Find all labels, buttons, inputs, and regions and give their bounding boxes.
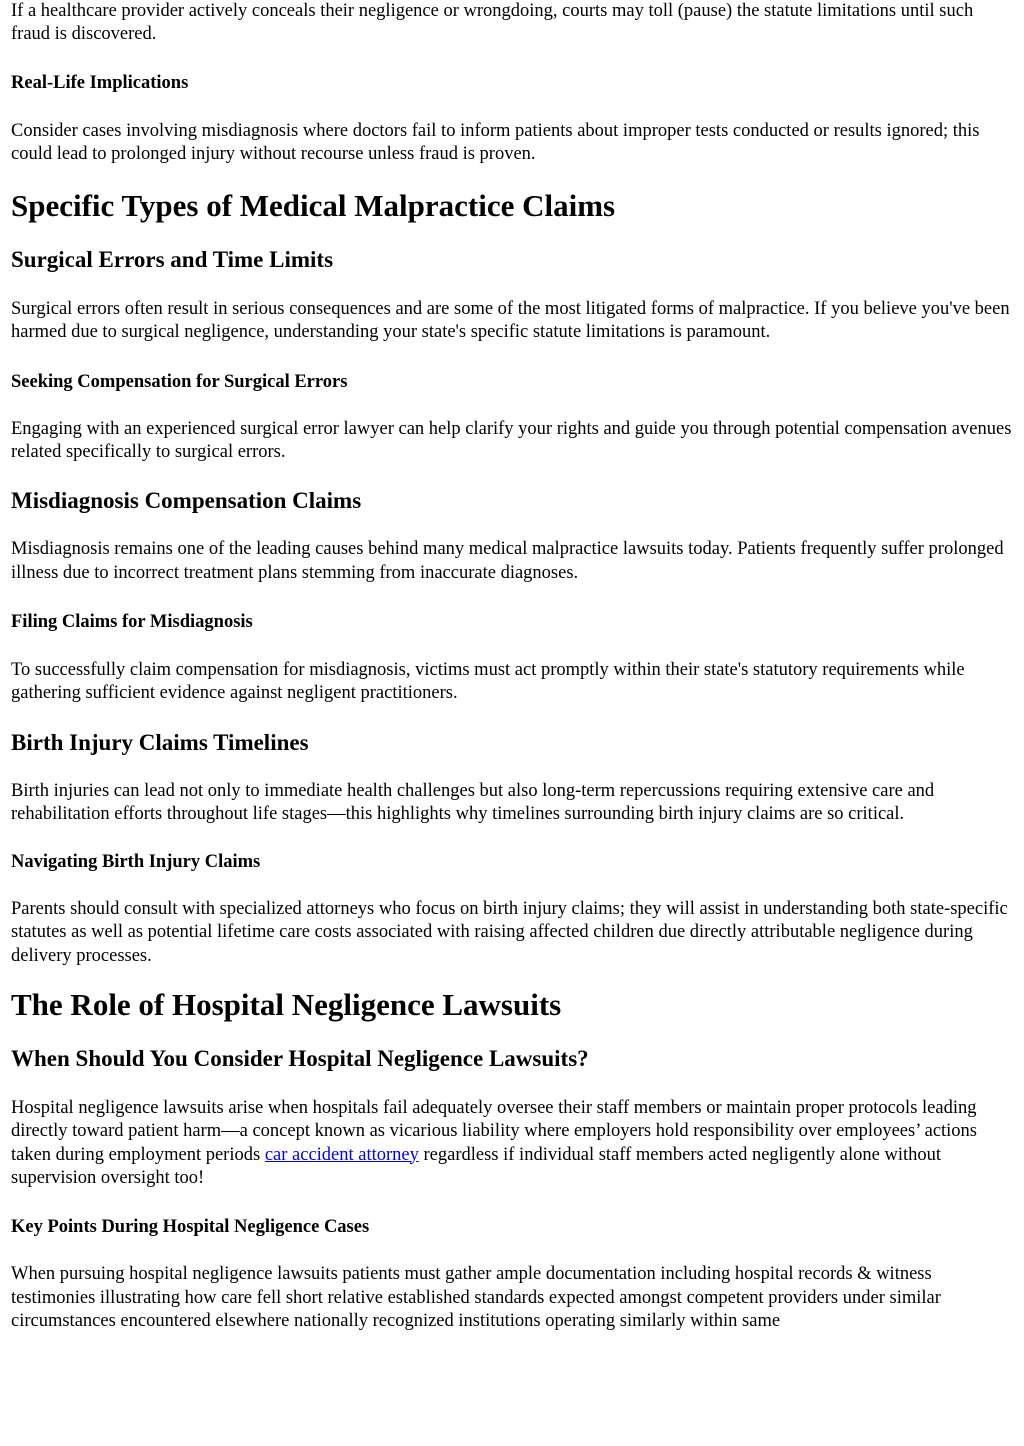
key-points-heading: Key Points During Hospital Negligence Cases <box>11 1217 370 1238</box>
specific-types-heading: Specific Types of Medical Malpractice Claims <box>11 188 616 224</box>
misdiagnosis-paragraph: Misdiagnosis remains one of the leading causes behind many medical malpractice lawsuits today. Patients frequently suffer prolonged illness due to incorrect treatment plans stemming from inaccurate diagnoses. <box>11 539 1004 583</box>
when-to-consider-heading: When Should You Consider Hospital Negligence Lawsuits? <box>11 1046 589 1072</box>
surgical-errors-paragraph: Surgical errors often result in serious consequences and are some of the most litigated forms of malpractice. If you believe you've been harmed due to surgical negligence, understanding your state's specific statute limitations is paramount. <box>11 299 1010 343</box>
real-life-heading: Real-Life Implications <box>11 72 189 93</box>
navigating-birth-injury-paragraph: Parents should consult with specialized attorneys who focus on birth injury claims; they will assist in understanding both state-specific statutes as well as potential lifetime care costs associated with raising affected children due directly attributable negligence during delivery processes. <box>11 899 1008 966</box>
seeking-compensation-paragraph: Engaging with an experienced surgical error lawyer can help clarify your rights and guide you through potential compensation avenues related specifically to surgical errors. <box>11 418 1012 463</box>
birth-injury-heading: Birth Injury Claims Timelines <box>11 729 309 755</box>
navigating-birth-injury-heading: Navigating Birth Injury Claims <box>11 852 261 873</box>
when-paragraph-text-before-link: Hospital negligence lawsuits arise when hospitals fail adequately oversee their staff members or maintain proper protocols leading directly toward patient harm—a concept known as vicarious liability where employers hold responsibility over employees’ actions taken during employment periods <box>11 1098 978 1165</box>
when-to-consider-paragraph <box>11 1097 1012 1190</box>
filing-claims-heading: Filing Claims for Misdiagnosis <box>11 611 253 632</box>
key-points-paragraph: When pursuing hospital negligence lawsuits patients must gather ample documentation including hospital records & witness testimonies illustrating how care fell short relative established standards expected amongst competent providers under similar circumstances encountered elsewhere nationally recognized institutions operating similarly within same <box>11 1264 941 1331</box>
car-accident-attorney-link[interactable]: car accident attorney <box>264 1144 419 1165</box>
when-paragraph-text-after-link: regardless if individual staff members acted negligently alone without supervision oversight too! <box>11 1144 942 1188</box>
intro-paragraph: If a healthcare provider actively conceals their negligence or wrongdoing, courts may toll (pause) the statute limitations until such fraud is discovered. <box>11 1 974 45</box>
misdiagnosis-heading: Misdiagnosis Compensation Claims <box>11 488 362 514</box>
filing-claims-paragraph: To successfully claim compensation for misdiagnosis, victims must act promptly within their state's statutory requirements while gathering sufficient evidence against negligent practitioners. <box>11 659 965 704</box>
hospital-negligence-heading: The Role of Hospital Negligence Lawsuits <box>11 987 562 1023</box>
seeking-compensation-heading: Seeking Compensation for Surgical Errors <box>11 371 348 392</box>
real-life-paragraph: Consider cases involving misdiagnosis where doctors fail to inform patients about improper tests conducted or results ignored; this could lead to prolonged injury without recourse unless fraud is proven. <box>11 120 980 164</box>
surgical-errors-heading: Surgical Errors and Time Limits <box>11 247 334 273</box>
birth-injury-paragraph: Birth injuries can lead not only to immediate health challenges but also long-term repercussions requiring extensive care and rehabilitation efforts throughout life stages—this highlights why timelines surrounding birth injury claims are so critical. <box>11 780 935 824</box>
